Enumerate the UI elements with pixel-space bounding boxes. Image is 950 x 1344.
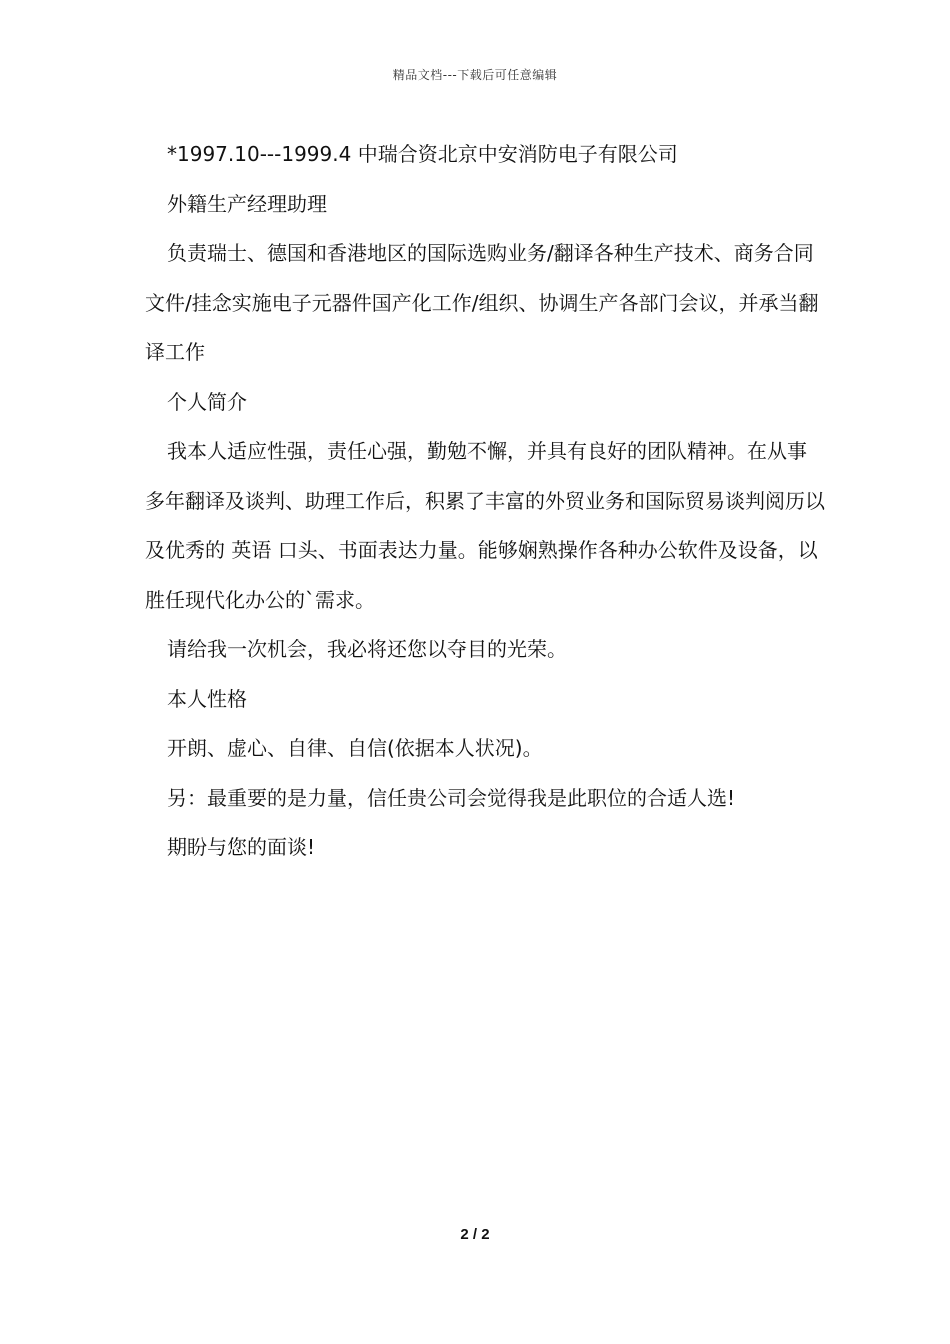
- document-body: [145, 130, 825, 873]
- profile-paragraph: 我本人适应性强，责任心强，勤勉不懈，并具有良好的团队精神。在从事多年翻译及谈判、助理工作后，积累了丰富的外贸业务和国际贸易谈判阅历以及优秀的 英语 口头、书面表达力量。能够娴熟操作各种办公软件及设备，以胜任现代化办公的`需求。: [145, 439, 825, 612]
- request-line: 请给我一次机会，我必将还您以夺目的光荣。: [167, 637, 567, 661]
- profile-heading: 个人简介: [167, 389, 247, 414]
- personality-line: 开朗、虚心、自律、自信(依据本人状况)。: [167, 736, 543, 760]
- page-number: 2 / 2: [460, 1226, 490, 1243]
- page-header: 精品文档---下载后可任意编辑: [392, 68, 558, 82]
- work-period-line: *1997.10---1999.4 中瑞合资北京中安消防电子有限公司: [167, 142, 678, 166]
- job-duties-paragraph: 负责瑞士、德国和香港地区的国际选购业务/翻译各种生产技术、商务合同文件/挂念实施电子元器件国产化工作/组织、协调生产各部门会议，并承当翻译工作: [145, 241, 819, 364]
- closing-line: 期盼与您的面谈!: [167, 835, 316, 859]
- note-line: 另：最重要的是力量，信任贵公司会觉得我是此职位的合适人选!: [167, 785, 736, 810]
- personality-heading: 本人性格: [167, 686, 247, 711]
- job-title-line: 外籍生产经理助理: [167, 191, 327, 216]
